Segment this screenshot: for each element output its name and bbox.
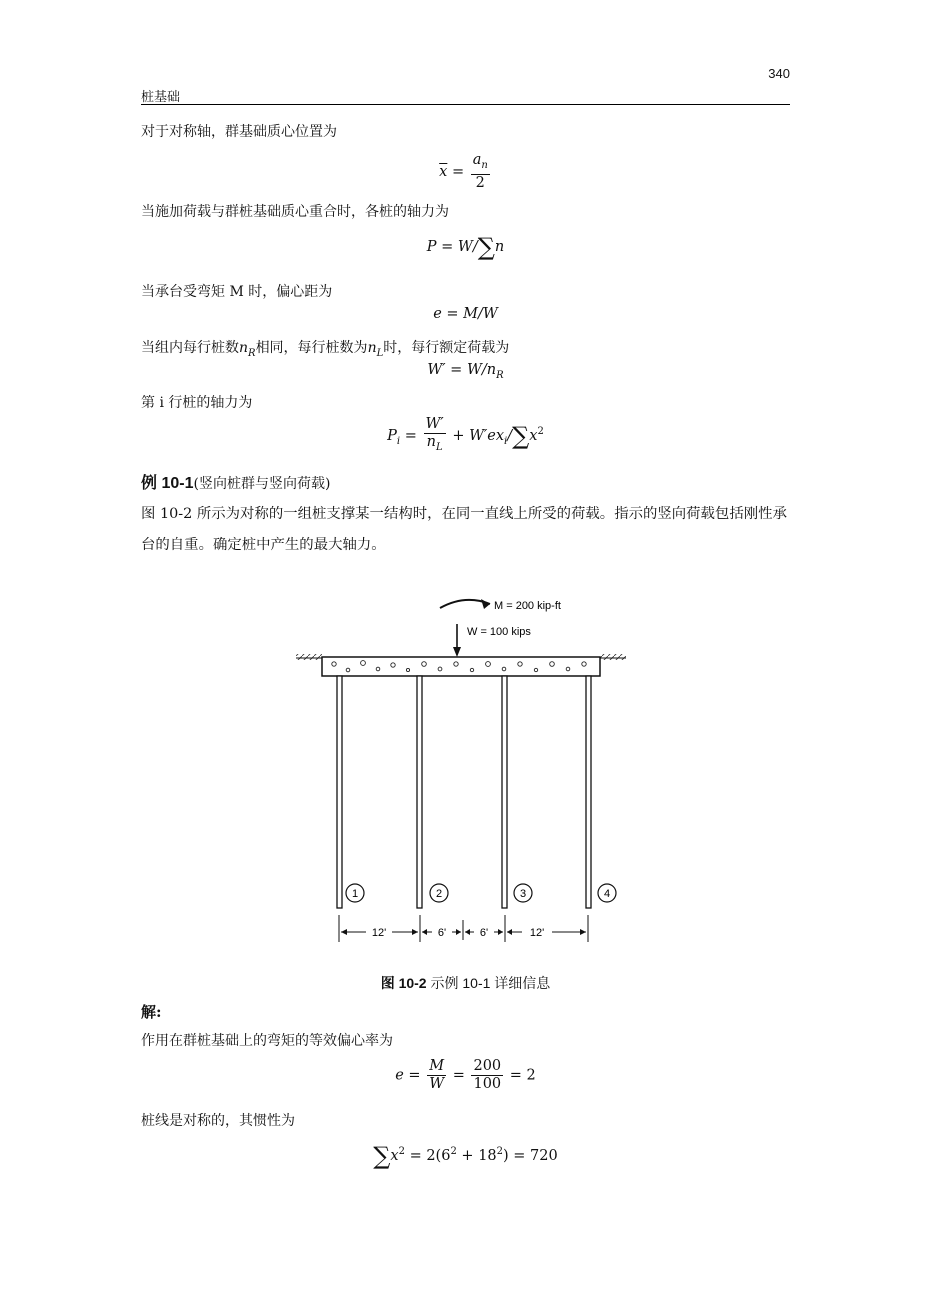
- pile-group-figure: [290, 590, 640, 950]
- spacing-label: 12': [371, 927, 387, 939]
- figure-caption: 图 10-2 示例 10-1 详细信息: [380, 975, 551, 991]
- pile-cap: [322, 657, 600, 676]
- text-line: 当组内每行桩数$n_R$相同，每行桩数为$n_L$时，每行额定荷载为: [141, 340, 510, 359]
- text-line: 当承台受弯矩 M 时，偏心距为: [141, 284, 333, 300]
- text-line: 对于对称轴，群基础质心位置为: [141, 124, 337, 140]
- spacing-label: 6': [479, 927, 489, 939]
- equation-inertia: $\sum x^2 = 2(6^2 + 18^2) = 720$: [373, 1142, 558, 1170]
- pile-number: 1: [351, 888, 359, 900]
- text-line: 第 i 行桩的轴力为: [141, 395, 253, 411]
- equation-eccentricity-value: e = $\frac{M}{W}$ = $\frac{200}{100}$ = 2: [395, 1058, 536, 1092]
- equation-eccentricity: e = M/W: [433, 306, 498, 322]
- pile: [417, 676, 422, 908]
- spacing-label: 6': [437, 927, 447, 939]
- pile: [586, 676, 591, 908]
- example-body: 图 10-2 所示为对称的一组桩支撑某一结构时，在同一直线上所受的荷载。指示的竖向荷载包括刚性承台的自重。确定桩中产生的最大轴力。: [141, 506, 787, 553]
- text-line: 作用在群桩基础上的弯矩的等效偏心率为: [141, 1033, 393, 1049]
- text-line: 桩线是对称的，其惯性为: [141, 1113, 295, 1129]
- pile-number: 3: [519, 888, 527, 900]
- pile-number: 2: [435, 888, 443, 900]
- pile-number: 4: [603, 888, 611, 900]
- pile: [502, 676, 507, 908]
- page-number: 340: [768, 66, 790, 81]
- header-rule: [141, 104, 790, 105]
- solution-label: 解:: [141, 1003, 162, 1021]
- text-line: 当施加荷载与群桩基础质心重合时，各桩的轴力为: [141, 204, 449, 220]
- equation-row-axial-force: $P_i$ = $\frac{W'}{n_L}$ + $W'ex_i/\sum x^2$: [387, 416, 544, 453]
- equation-centroid: $\overline{x}$ = $\frac{a_n}{2}$: [439, 152, 488, 191]
- moment-label: M = 200 kip-ft: [494, 600, 561, 612]
- spacing-label: 12': [529, 927, 545, 939]
- pile: [337, 676, 342, 908]
- running-head: 桩基础: [141, 90, 181, 105]
- example-title: 例 10-1(竖向桩群与竖向荷载): [141, 475, 331, 492]
- load-label: W = 100 kips: [467, 626, 531, 638]
- equation-row-load: $W' = W/n_R$: [427, 362, 504, 381]
- equation-axial-force: P = W/∑n: [426, 233, 505, 261]
